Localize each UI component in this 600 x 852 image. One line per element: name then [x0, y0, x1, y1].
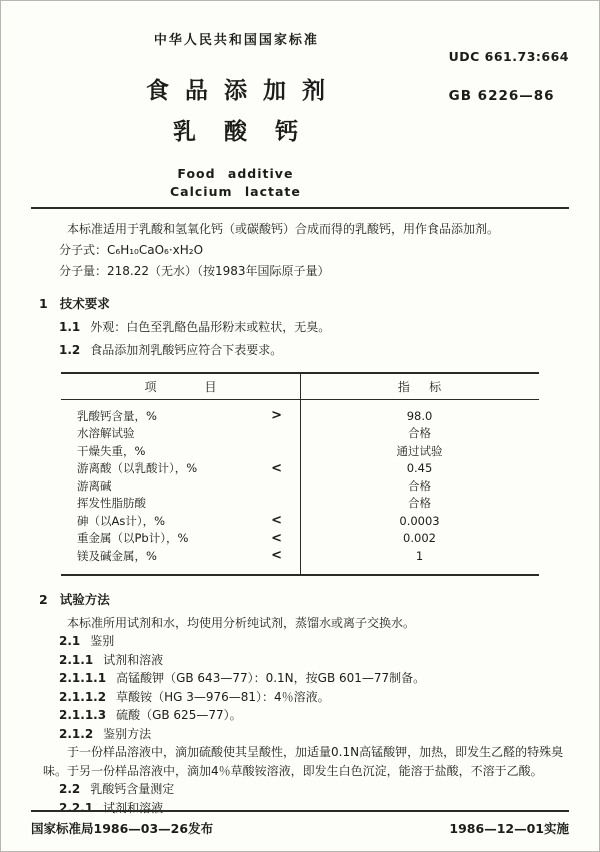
effective-date: 1986—12—01实施	[449, 821, 569, 836]
spec-item: 砷（以As计），%	[77, 513, 166, 528]
molecular-weight: 分子量：218.22（无水）（按1983年国际原子量）	[59, 264, 330, 278]
header-title-block	[31, 23, 440, 199]
spec-operator: <	[271, 548, 282, 564]
spec-value: 合格	[408, 496, 431, 511]
identification-method-paragraph: 于一份样品溶液中，滴加硫酸使其呈酸性，加适量0.1N高锰酸钾，加热，即发生乙醛的特殊臭味。于另一份样品溶液中，滴加4％草酸铵溶液，即发生白色沉淀，能溶于盐酸，不溶于乙酸。	[43, 745, 564, 778]
spec-item: 重金属（以Pb计），%	[77, 531, 189, 546]
clause-1-2	[59, 341, 569, 360]
clause-1-1	[59, 318, 569, 337]
clause-2-1-2: 2.1.2 鉴别方法	[59, 726, 152, 741]
footer-rule	[31, 810, 569, 812]
spec-item: 乳酸钙含量，%	[77, 408, 157, 423]
issued-date: 国家标准局1986—03—26发布	[31, 821, 214, 836]
table-vertical-divider	[300, 374, 301, 574]
clause-2-2: 2.2 乳酸钙含量测定	[59, 782, 175, 796]
udc-code: UDC 661.73:664	[448, 49, 569, 64]
table-header-value: 指标	[397, 380, 461, 394]
clause-1-1-text: 外观：白色至乳酪色晶形粉末或粒状，无臭。	[90, 320, 331, 334]
table-header-item: 项目	[144, 380, 265, 394]
spec-value: 98.0	[406, 408, 433, 423]
spec-item: 水溶解试验	[77, 426, 135, 441]
spec-operator: <	[271, 530, 282, 546]
standard-number: GB 6226—86	[448, 88, 555, 104]
section-1-heading	[39, 294, 569, 314]
header-rule	[31, 207, 569, 209]
clause-2-1-1-3: 2.1.1.3 硫酸（GB 625—77）。	[59, 708, 242, 722]
spec-value: 0.0003	[399, 513, 440, 528]
clause-2-1-1-2: 2.1.1.2 草酸铵（HG 3—976—81）：4％溶液。	[59, 689, 330, 704]
document-header	[31, 23, 569, 201]
standard-org-title-text: 中华人民共和国国家标准	[153, 33, 319, 48]
intro-block	[31, 219, 569, 282]
title-cn-line2	[31, 113, 440, 146]
title-cn-line1-text: 食品添加剂	[145, 78, 341, 104]
header-code-block	[449, 23, 569, 104]
section-2	[31, 590, 569, 818]
section-2-intro: 本标准所用试剂和水，均使用分析纯试剂，蒸馏水或离子交换水。	[67, 615, 416, 630]
spec-item: 挥发性脂肪酸	[77, 496, 146, 511]
spec-value: 合格	[408, 426, 431, 441]
spec-value: 合格	[408, 478, 431, 493]
section-1-title: 技术要求	[59, 296, 110, 311]
title-cn-line2-text: 乳酸钙	[172, 119, 326, 145]
spec-item: 干燥失重，%	[77, 443, 146, 458]
spec-item: 游离碱	[77, 478, 112, 493]
scope-paragraph: 本标准适用于乳酸和氢氧化钙（或碳酸钙）合成而得的乳酸钙，用作食品添加剂。	[67, 222, 500, 236]
section-2-heading	[39, 590, 569, 610]
clause-1-2-number: 1.2	[59, 343, 81, 357]
section-1-number: 1	[39, 296, 48, 311]
spec-operator: >	[271, 408, 282, 424]
table-header-item-cell	[61, 378, 300, 395]
title-en-line1: Food additive	[177, 166, 294, 181]
clause-2-2-1: 2.2.1 试剂和溶液	[59, 800, 164, 815]
clause-1-1-number: 1.1	[59, 320, 81, 334]
spec-value: 0.45	[406, 461, 433, 476]
clause-1-2-text: 食品添加剂乳酸钙应符合下表要求。	[90, 343, 283, 357]
spec-value: 通过试验	[396, 443, 443, 458]
clause-2-1-1: 2.1.1 试剂和溶液	[59, 652, 164, 667]
spec-value: 0.002	[403, 531, 436, 546]
clause-2-1: 2.1 鉴别	[59, 634, 115, 648]
title-en-line2: Calcium lactate	[170, 184, 301, 199]
table-header-value-cell	[300, 378, 539, 395]
spec-operator: <	[271, 513, 282, 529]
document-footer	[31, 810, 569, 837]
spec-value: 1	[415, 548, 424, 563]
spec-item: 游离酸（以乳酸计），%	[77, 461, 198, 476]
molecular-formula: 分子式：C₆H₁₀CaO₆·xH₂O	[59, 243, 204, 257]
section-2-number: 2	[39, 591, 48, 607]
spec-item: 镁及碱金属，%	[77, 548, 157, 563]
spec-table	[61, 372, 539, 576]
title-cn-line1	[31, 72, 440, 105]
clause-2-1-1-1: 2.1.1.1 高锰酸钾（GB 643—77）：0.1N，按GB 601—77制备。	[59, 671, 426, 685]
section-2-title: 试验方法	[59, 591, 110, 607]
standard-org-title	[31, 23, 440, 48]
spec-operator: <	[271, 460, 282, 476]
